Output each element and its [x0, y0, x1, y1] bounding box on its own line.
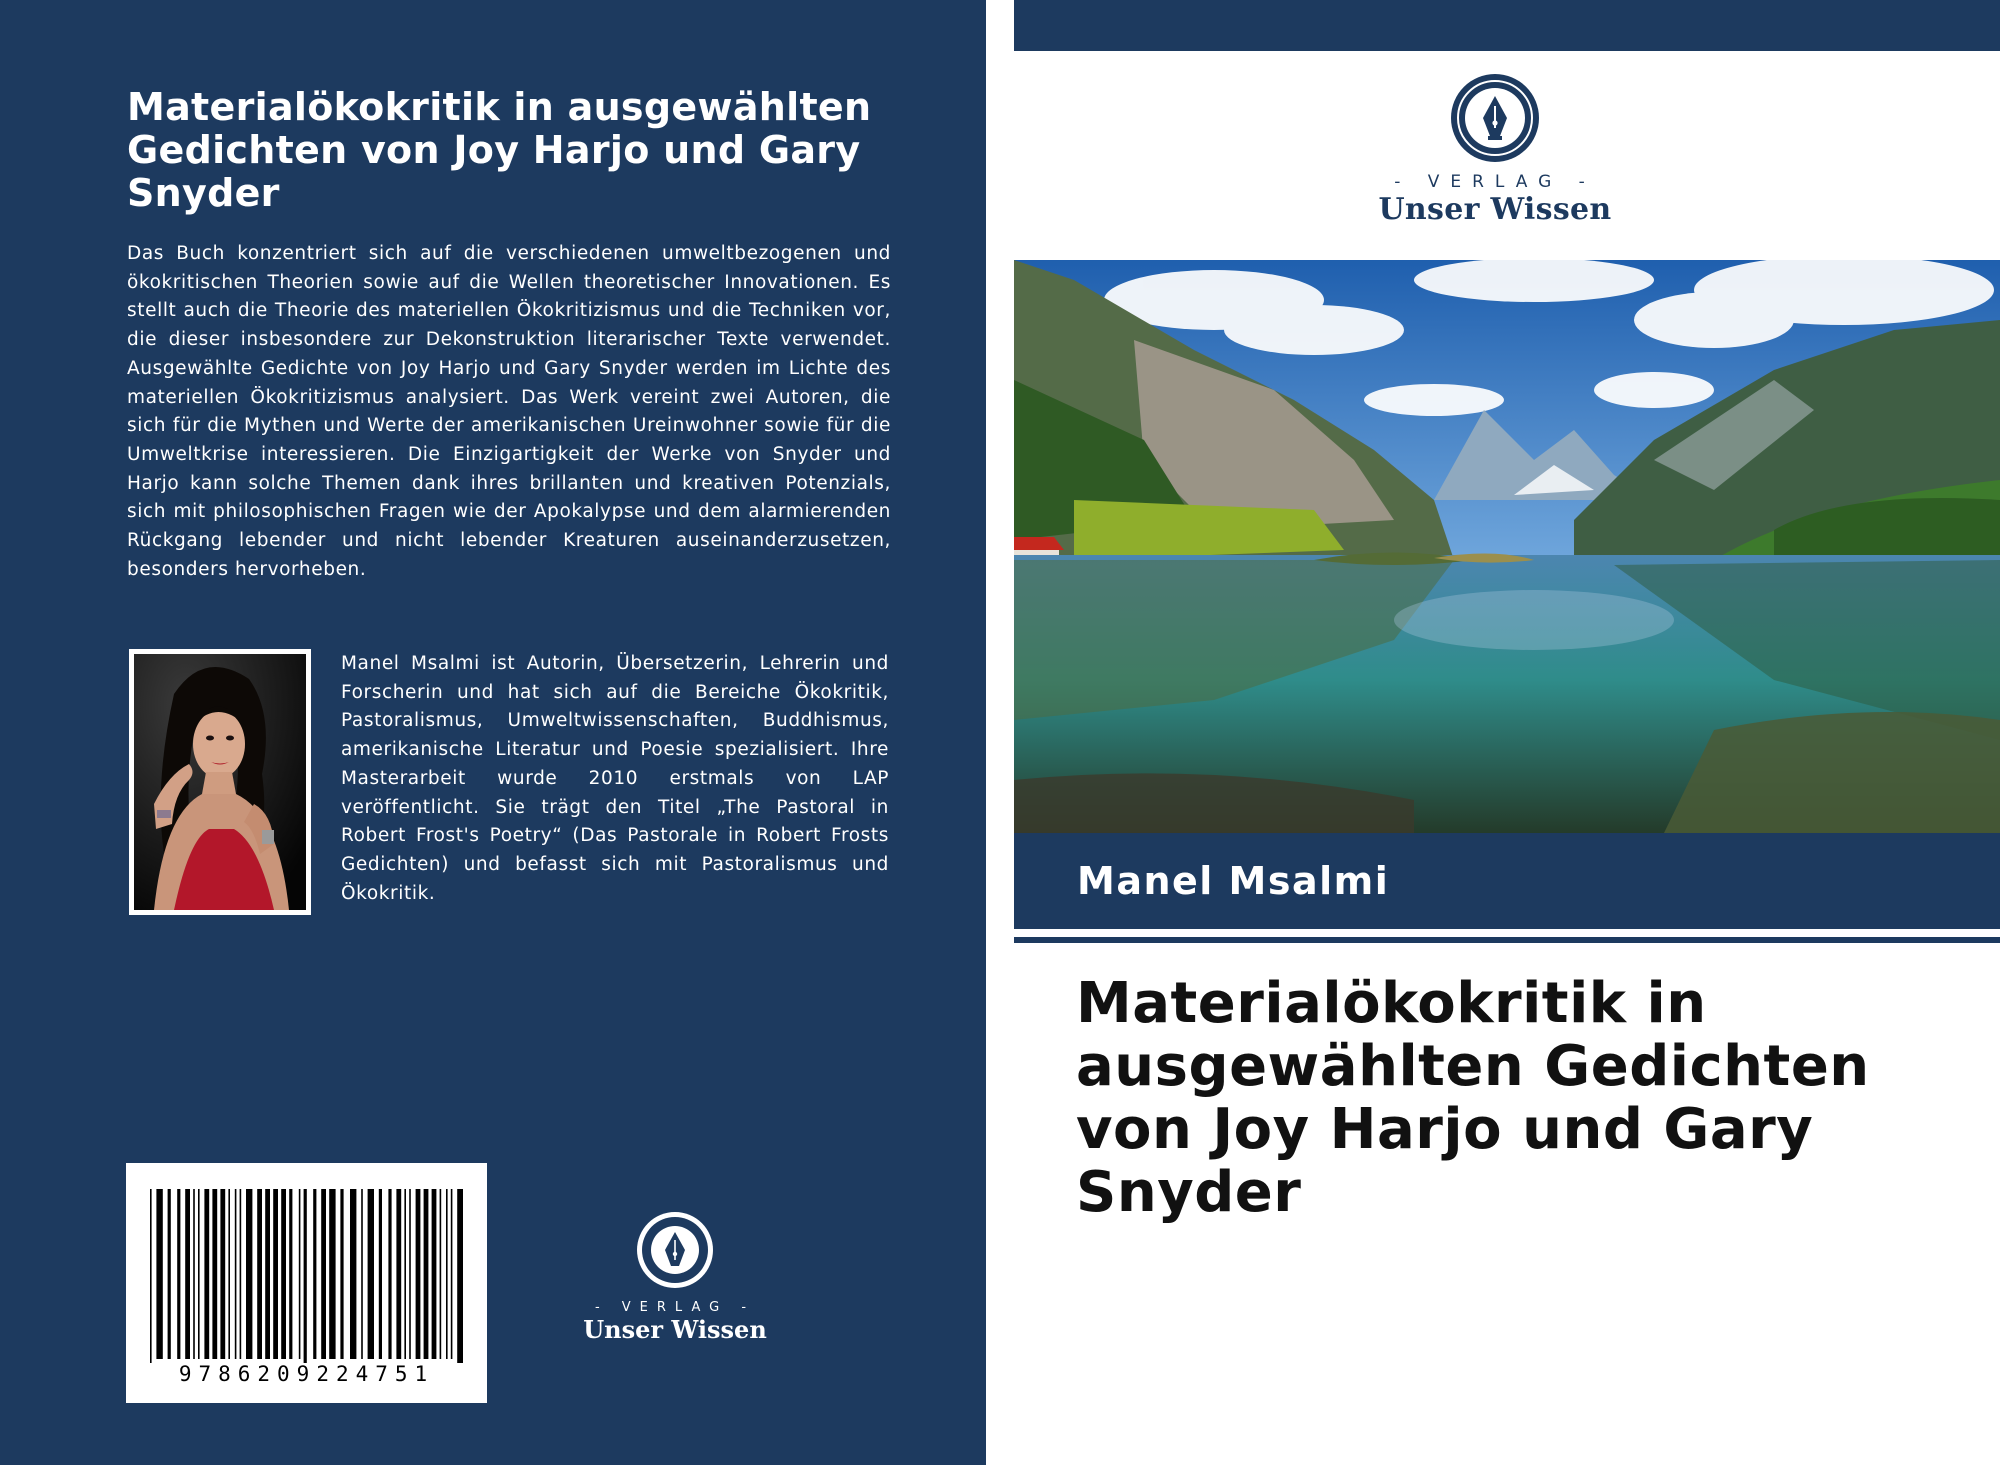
barcode-bar — [379, 1189, 382, 1359]
barcode-bar — [198, 1189, 200, 1359]
barcode-bar — [409, 1189, 411, 1359]
barcode-bar — [235, 1189, 237, 1359]
barcode-bar — [432, 1189, 437, 1359]
author-portrait-image — [134, 654, 306, 910]
barcode-bar — [185, 1189, 190, 1359]
barcode-bar — [281, 1189, 286, 1359]
back-cover — [0, 0, 986, 1465]
barcode-bar — [156, 1189, 162, 1359]
barcode-bar — [204, 1189, 209, 1359]
barcode-bar — [396, 1189, 401, 1359]
barcode-bar — [257, 1189, 262, 1359]
barcode-bar — [321, 1189, 326, 1359]
barcode-bar — [228, 1189, 230, 1359]
mountain-lake-landscape — [1014, 260, 2000, 833]
cover-image — [1014, 260, 2000, 833]
barcode-bar — [329, 1189, 335, 1359]
barcode-bar — [350, 1189, 356, 1359]
title-divider — [1014, 937, 2000, 943]
author-biography: Manel Msalmi ist Autorin, Übersetzerin, Lehrerin und Forscherin und hat sich auf die Bereiche Ökokritik, Pastoralismus, Umweltwissenschaften, Buddhismus, amerikanische Literatur und Poesie spezialisiert. Ihre Masterarbeit wurde 2010 erstmals von LAP veröffentlicht. Sie trägt den Titel „The Pastoral in Robert Frost's Poetry“ (Das Pastorale in Robert Frosts Gedichten) und befasst sich mit Pastoralismus und Ökokritik. — [341, 653, 889, 904]
isbn-number: 9786209224751 — [178, 1362, 435, 1386]
barcode-bar — [446, 1189, 448, 1359]
barcode-bar — [150, 1189, 152, 1363]
barcode-bar — [240, 1189, 242, 1359]
back-cover-title: Materialökokritik in ausgewählten Gedichten von Joy Harjo und Gary Snyder — [127, 85, 872, 215]
book-description: Das Buch konzentriert sich auf die verschiedenen umweltbezogenen und ökokritischen Theorien sowie auf die Wellen theoretischer Innovationen. Es stellt auch die Theorie des materiellen Ökokritizismus und die Techniken vor, die dieser insbesondere zur Dekonstruktion literarischer Texte verwendet. Ausgewählte Gedichte von Joy Harjo und Gary Snyder werden im Lichte des materiellen Ökokritizismus analysiert. Das Werk vereint zwei Autoren, die sich für die Mythen und Werte der amerikanischen Ureinwohner sowie für die Umweltkrise interessieren. Die Einzigartigkeit der Werke von Snyder und Harjo kann solche Themen dank ihres brillanten und kreativen Potenzials, sich mit philosophischen Fragen wie der Apokalypse und dem alarmierenden Rückgang lebender und nicht lebender Kreaturen auseinanderzusetzen, besonders hervorheben. — [127, 243, 891, 580]
author-band — [1014, 833, 2000, 929]
barcode-bar — [246, 1189, 252, 1359]
front-publisher-label: - VERLAG - — [1394, 172, 1596, 192]
author-photo — [129, 649, 311, 915]
barcode-bar — [404, 1189, 406, 1359]
barcode-bar — [177, 1189, 180, 1359]
fountain-pen-nib-seal-icon — [635, 1210, 715, 1290]
barcode-bar — [451, 1189, 453, 1359]
barcode-bar — [289, 1189, 292, 1359]
barcode-bar — [340, 1189, 343, 1359]
barcode-bar — [304, 1189, 307, 1363]
barcode-bar — [193, 1189, 195, 1359]
barcode-bar — [457, 1189, 463, 1363]
barcode-bar — [440, 1189, 442, 1359]
barcode-bar — [299, 1189, 301, 1359]
barcode-bar — [313, 1189, 316, 1359]
barcode-bars — [126, 1163, 487, 1363]
barcode-bar — [368, 1189, 374, 1359]
fountain-pen-nib-seal-icon — [1449, 72, 1541, 164]
barcode-bar — [273, 1189, 278, 1359]
author-name: Manel Msalmi — [1077, 859, 1390, 903]
back-publisher-label: - VERLAG - — [594, 1300, 756, 1315]
barcode-bar — [388, 1189, 391, 1359]
front-publisher-logo — [1360, 72, 1630, 227]
barcode-bar — [361, 1189, 363, 1359]
barcode-bar — [265, 1189, 270, 1359]
barcode-bar — [416, 1189, 421, 1359]
barcode-bar — [212, 1189, 217, 1359]
book-title: Materialökokritik in ausgewählten Gedichten von Joy Harjo und Gary Snyder — [1076, 971, 1870, 1225]
back-publisher-name: Unser Wissen — [583, 1315, 767, 1344]
front-publisher-name: Unser Wissen — [1378, 192, 1612, 227]
barcode-bar — [220, 1189, 225, 1359]
front-top-bar — [1014, 0, 2000, 51]
back-publisher-logo — [570, 1210, 780, 1344]
barcode-bar — [168, 1189, 171, 1359]
isbn-barcode — [126, 1163, 487, 1403]
barcode-bar — [424, 1189, 429, 1359]
